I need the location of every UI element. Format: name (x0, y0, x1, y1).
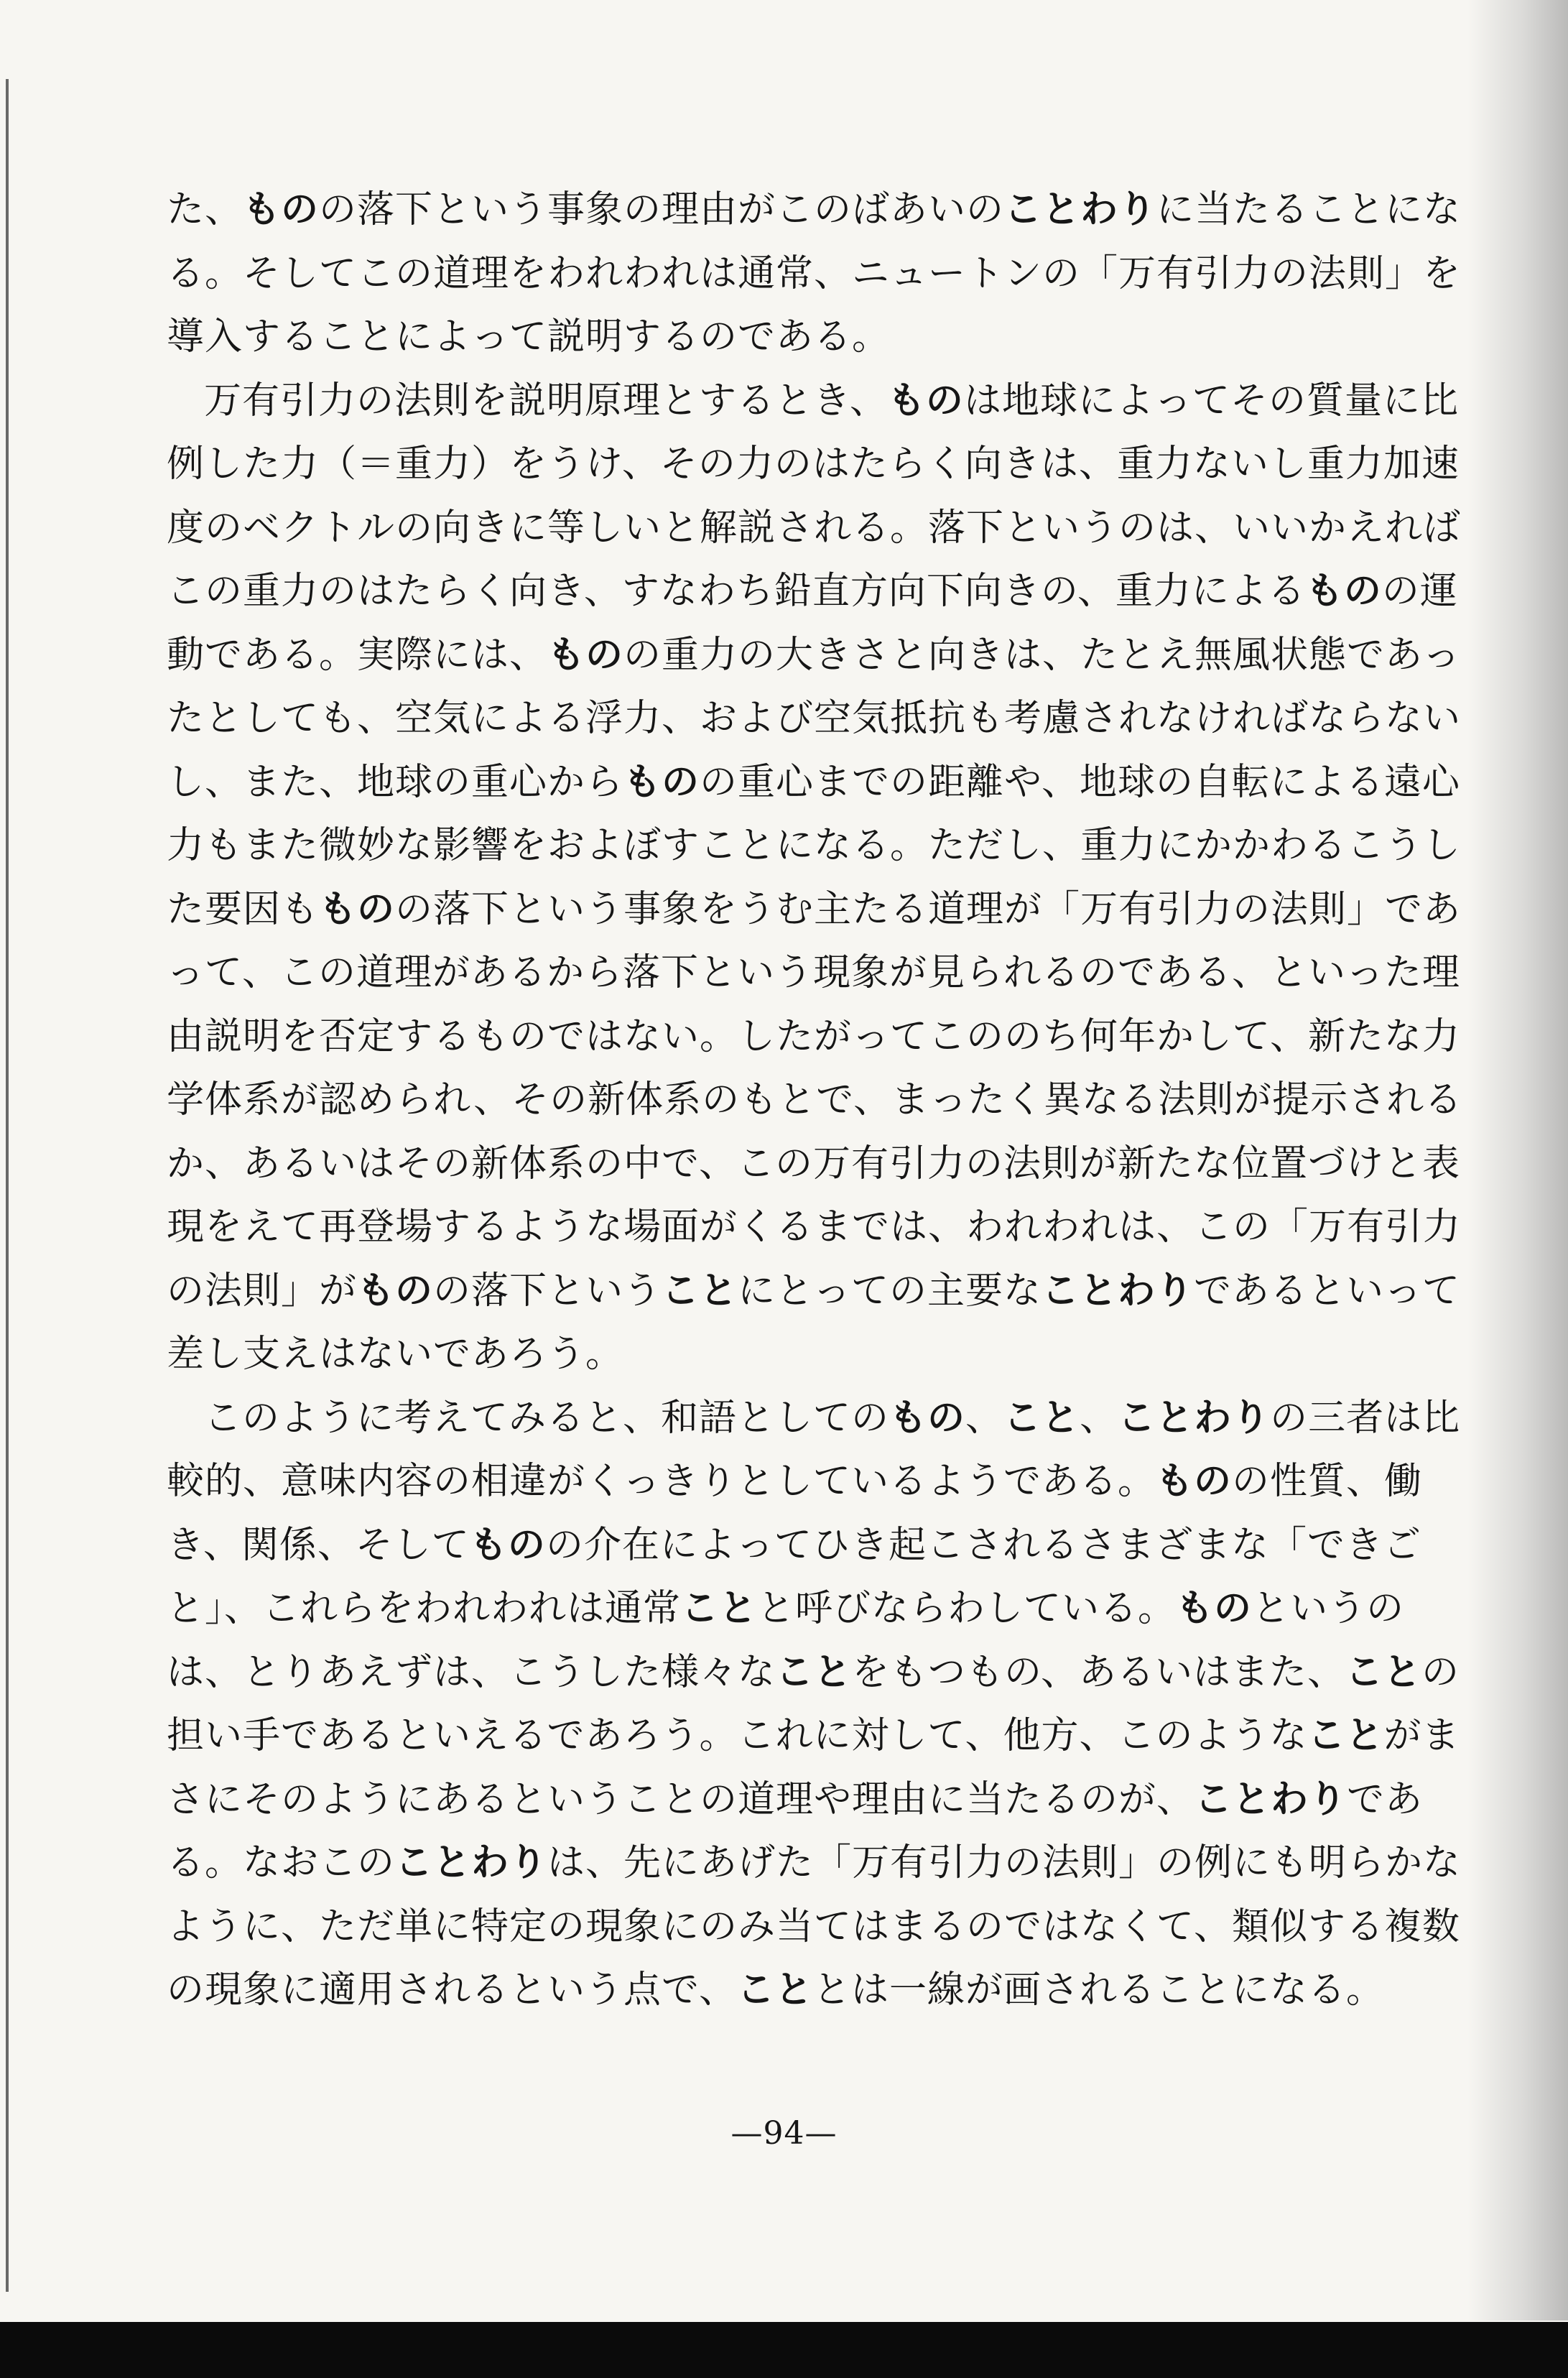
text-run: の落下という事象をうむ主たる道理が「万有引力の法則」であって、この道理があるから落下という現象が見られるのである、といった理由説明を否定するものではない。したがってこののち何年かして、新たな力学体系が認められ、その新体系のもとで、まったく異なる法則が提示されるか、あるいはその新体系の中で、この万有引力の法則が新たな位置づけと表現をえて再登場するような場面がくるまでは、われわれは、この「万有引力の法則」が (167, 887, 1463, 1313)
emphasized-term: こと (1003, 1395, 1080, 1440)
emphasized-term: ことわり (1042, 1268, 1194, 1313)
text-run: と呼びならわしている。 (757, 1587, 1177, 1630)
emphasized-term: もの (1176, 1586, 1253, 1630)
emphasized-term: ことわり (1194, 1777, 1347, 1821)
text-run: であるといって差し支えはないであろう。 (167, 1269, 1461, 1376)
emphasized-term: もの (1305, 569, 1382, 613)
text-run: の落下という (433, 1269, 662, 1313)
emphasized-term: もの (1155, 1459, 1232, 1503)
page-binding-edge (6, 79, 9, 2292)
text-run: とは一線が画されることになる。 (812, 1968, 1384, 2012)
text-run: の重心までの距離や、地球の自転による遠心力もまた微妙な影響をおよぼすことになる。ただし、重力にかかわるこうした要因も (167, 760, 1462, 931)
emphasized-term: こと (662, 1268, 738, 1313)
text-run: 、 (1080, 1396, 1118, 1440)
text-run: このように考えてみると、和語としての (204, 1396, 890, 1440)
text-run: の運動である。実際には、 (167, 570, 1458, 677)
emphasized-term: もの (623, 759, 700, 804)
page-edge-shadow (1467, 0, 1568, 2321)
emphasized-term: こと (1307, 1713, 1384, 1757)
emphasized-term: ことわり (1004, 188, 1157, 231)
emphasized-term: こと (776, 1650, 853, 1694)
text-run: の担い手であるといえるであろう。これに対して、他方、このような (167, 1650, 1460, 1757)
paragraph (167, 1387, 1474, 2022)
scan-bottom-border (0, 2322, 1568, 2378)
emphasized-term: もの (243, 188, 320, 231)
text-run: に当たることになる。そしてこの道理をわれわれは通常、ニュートンの「万有引力の法則」を導入することによって説明するのである。 (167, 188, 1462, 358)
text-run: の三者は比較的、意味内容の相違がくっきりとしているようである。 (167, 1396, 1461, 1503)
page-number: —94— (730, 2115, 838, 2152)
emphasized-term: ことわり (1118, 1395, 1271, 1440)
text-run: の落下という事象の理由がこのばあいの (319, 188, 1005, 231)
text-run: をもつもの、あるいはまた、 (852, 1650, 1345, 1694)
text-run: は地球によってその質量に比例した力（＝重力）をうけ、その力のはたらく向きは、重力ないし重力加速度のベクトルの向きに等しいと解説される。落下というのは、いいかえればこの重力のはたらく向き、すなわち鉛直方向下向きの、重力による (167, 379, 1462, 613)
text-run: である。なおこの (167, 1777, 1424, 1884)
body-text (167, 178, 1474, 2022)
text-run: の重力の大きさと向きは、たとえ無風状態であったとしても、空気による浮力、および空気抵抗も考慮されなければならないし、また、地球の重心から (167, 633, 1462, 804)
text-run: の介在によってひき起こされるさまざまな「できごと」、これらをわれわれは通常 (167, 1523, 1421, 1630)
emphasized-term: もの (319, 887, 396, 931)
text-run: にとっての主要な (738, 1269, 1042, 1313)
text-run: の性質、働き、関係、そして (167, 1460, 1422, 1567)
text-run: は、先にあげた「万有引力の法則」の例にも明らかなように、ただ単に特定の現象にのみ当てはまるのではなくて、類似する複数の現象に適用されるという点で、 (167, 1841, 1462, 2012)
paragraph (167, 178, 1474, 369)
text-run: 、 (965, 1396, 1004, 1440)
text-run: というのは、とりあえずは、こうした様々な (167, 1587, 1405, 1694)
emphasized-term: こと (681, 1586, 758, 1630)
text-run: た、 (167, 188, 243, 231)
emphasized-term: ことわり (395, 1841, 548, 1884)
emphasized-term: もの (547, 632, 624, 677)
emphasized-term: もの (889, 1395, 966, 1440)
emphasized-term: もの (469, 1522, 546, 1567)
emphasized-term: もの (887, 378, 964, 422)
emphasized-term: こと (736, 1968, 813, 2012)
text-run: がまさにそのようにあるということの道理や理由に当たるのが、 (167, 1714, 1460, 1821)
emphasized-term: こと (1345, 1650, 1421, 1694)
paragraph (167, 369, 1474, 1387)
emphasized-term: もの (357, 1268, 434, 1313)
text-run: 万有引力の法則を説明原理とするとき、 (204, 379, 888, 422)
